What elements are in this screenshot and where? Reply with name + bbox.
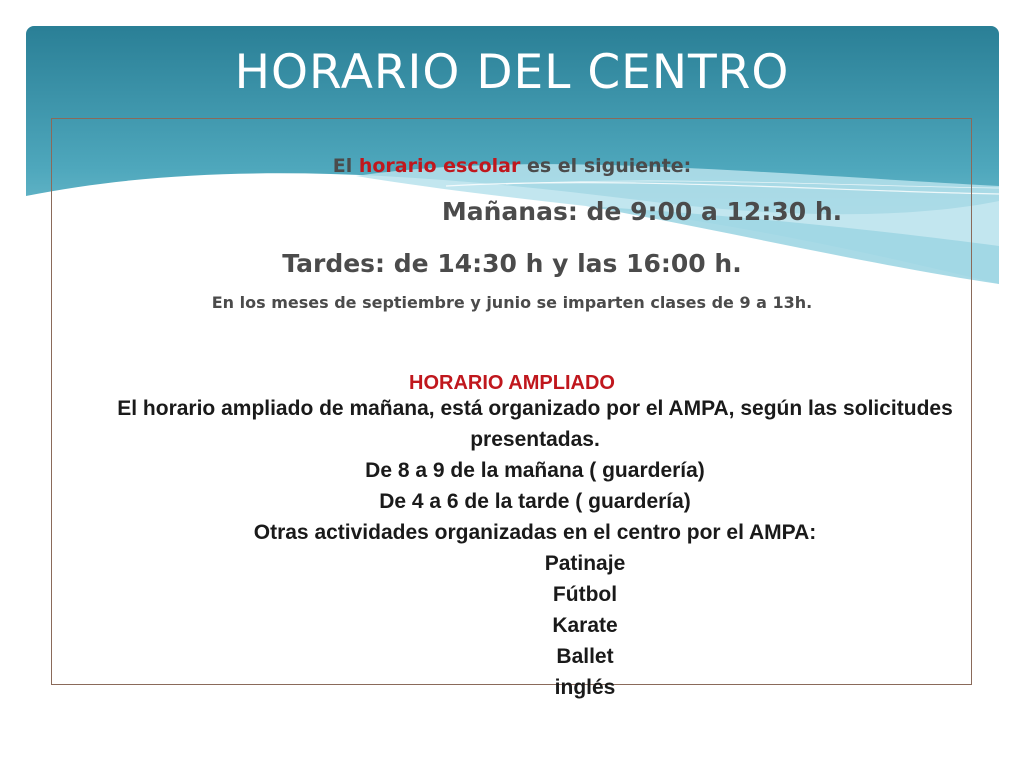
extended-schedule-line: De 4 a 6 de la tarde ( guardería) bbox=[379, 490, 691, 513]
intro-highlight: horario escolar bbox=[358, 155, 521, 177]
extended-schedule-line: Otras actividades organizadas en el centro por el AMPA: bbox=[253, 521, 817, 544]
intro-suffix: es el siguiente: bbox=[520, 155, 692, 177]
morning-schedule: Mañanas: de 9:00 a 12:30 h. bbox=[441, 197, 843, 226]
afternoon-schedule: Tardes: de 14:30 h y las 16:00 h. bbox=[282, 249, 742, 278]
activity-item: Ballet bbox=[556, 645, 614, 668]
activities-list bbox=[80, 548, 1024, 703]
page-title: HORARIO DEL CENTRO bbox=[234, 45, 790, 100]
activity-item: Karate bbox=[552, 614, 618, 637]
schedule-note: En los meses de septiembre y junio se imparten clases de 9 a 13h. bbox=[211, 293, 813, 312]
activity-item: Patinaje bbox=[544, 552, 626, 575]
intro-prefix: El bbox=[332, 155, 359, 177]
extended-schedule-line: De 8 a 9 de la mañana ( guardería) bbox=[365, 459, 705, 482]
activity-item: Fútbol bbox=[552, 583, 618, 606]
extended-schedule-details bbox=[80, 393, 990, 548]
activity-item: inglés bbox=[554, 676, 616, 699]
extended-schedule-line: El horario ampliado de mañana, está organizado por el AMPA, según las solicitudes presentadas. bbox=[117, 397, 953, 451]
extended-schedule-heading: HORARIO AMPLIADO bbox=[409, 372, 615, 394]
schedule-intro bbox=[0, 155, 1024, 177]
